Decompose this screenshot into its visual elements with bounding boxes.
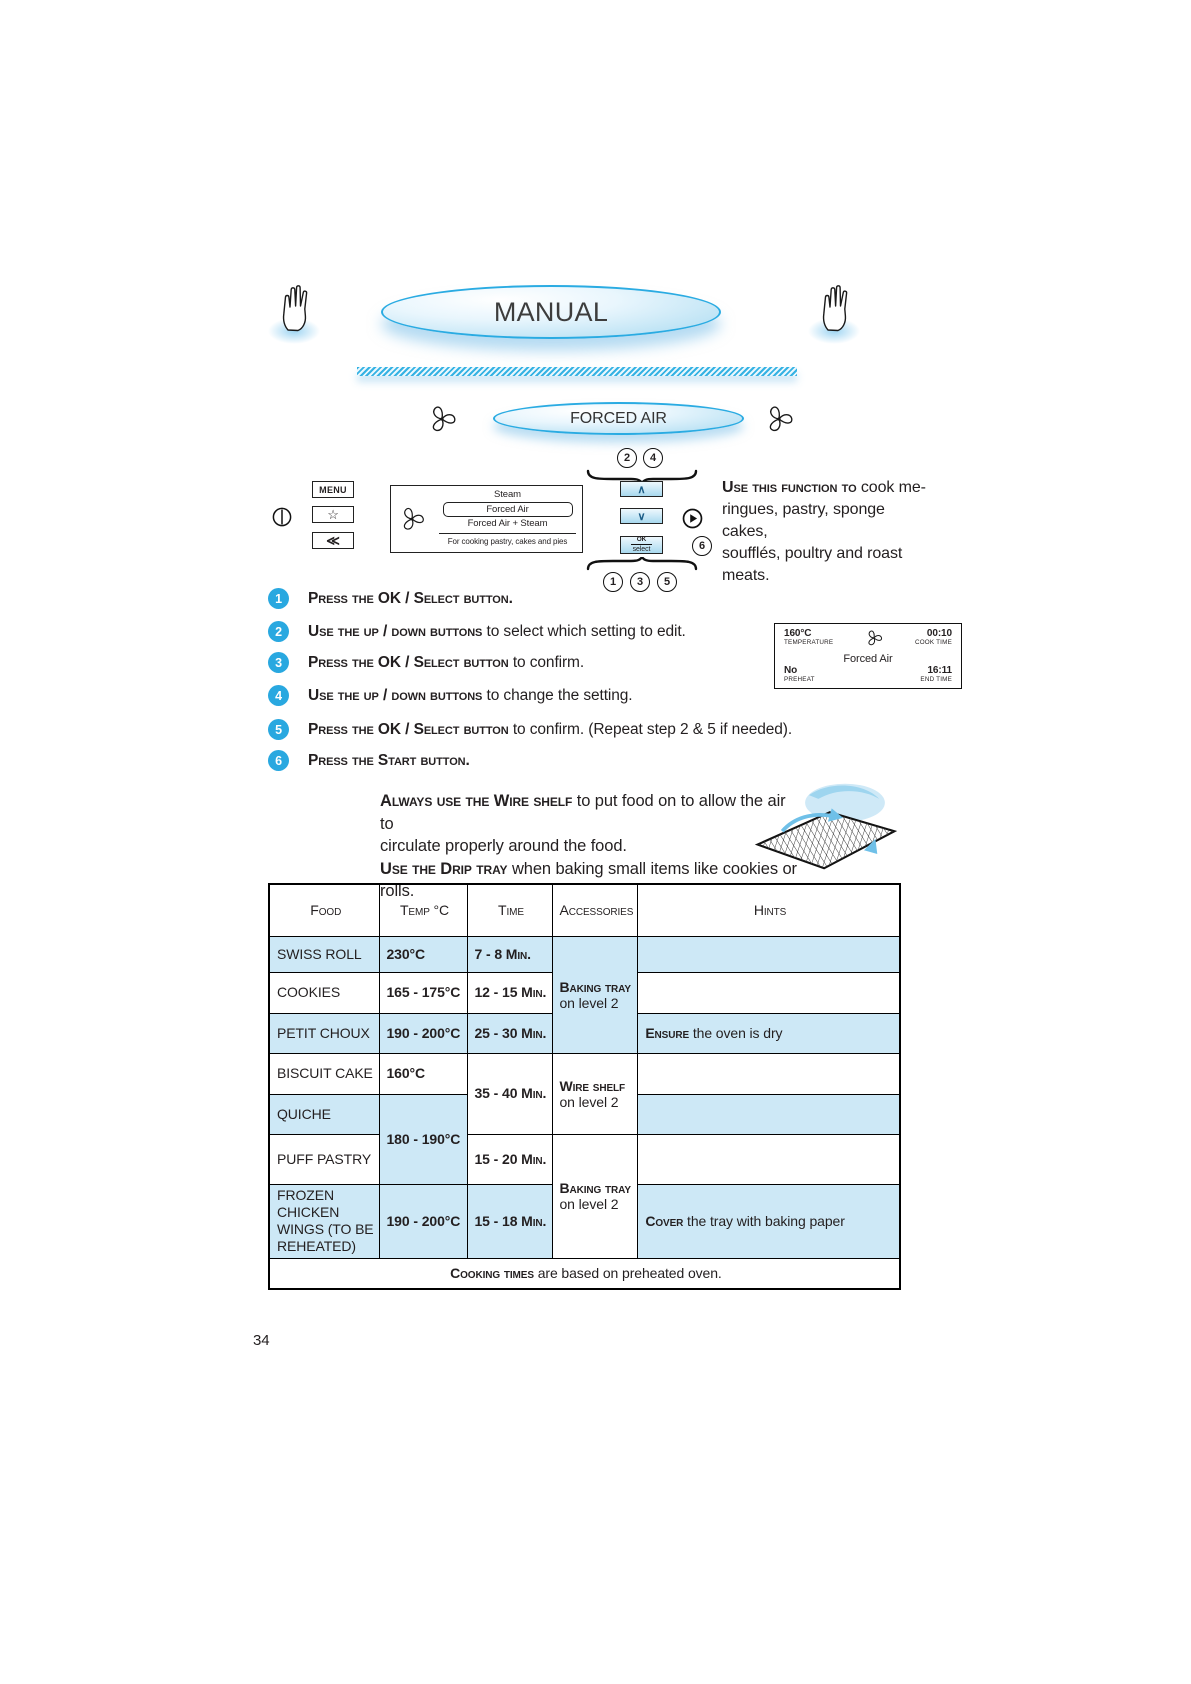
step-number: 5 [268, 719, 289, 740]
back-button[interactable] [312, 532, 354, 549]
food-cell: COOKIES [269, 972, 379, 1013]
table-footer-row [269, 1258, 900, 1289]
step-4: 4 Use the up / down buttons to change the setting. [268, 685, 633, 706]
back-icon: ≪ [326, 532, 340, 548]
step-3: 3 Press the OK / Select button to confirm. [268, 652, 584, 673]
mode-display [390, 485, 583, 553]
callout-step-3: 3 [630, 572, 650, 592]
hand-icon [818, 284, 854, 332]
food-cell: BISCUIT CAKE [269, 1053, 379, 1094]
food-cell: PETIT CHOUX [269, 1013, 379, 1053]
page-title-banner [381, 285, 721, 339]
mode-caption: For cooking pastry, cakes and pies [447, 536, 568, 546]
step-number: 3 [268, 652, 289, 673]
step-2: 2 Use the up / down buttons to select which setting to edit. [268, 621, 686, 642]
hand-icon [278, 284, 314, 332]
favorites-button[interactable] [312, 506, 354, 523]
temp-cell: 160°C [379, 1053, 467, 1094]
accessory-cell: Baking tray on level 2 [552, 1134, 638, 1258]
temp-cell: 190 - 200°C [379, 1184, 467, 1258]
temp-cell: 165 - 175°C [379, 972, 467, 1013]
ok-label: OK [631, 537, 653, 546]
section-title: FORCED AIR [570, 409, 667, 427]
display-divider [439, 533, 576, 534]
table-row [269, 1053, 900, 1094]
page-title: MANUAL [493, 296, 609, 327]
food-cell: FROZEN CHICKEN WINGS (TO BE REHEATED) [269, 1184, 379, 1258]
fan-icon [864, 628, 884, 653]
mode-option-steam: Steam [494, 489, 521, 500]
end-time-readout: 16:11 END TIME [920, 665, 952, 683]
temp-cell: 180 - 190°C [379, 1094, 467, 1184]
step-number: 4 [268, 685, 289, 706]
callout-step-5: 5 [657, 572, 677, 592]
col-header-temp: Temp °C [379, 884, 467, 936]
col-header-time: Time [467, 884, 552, 936]
function-note: Use this function to cook me- ringues, pastry, sponge cakes, soufflés, poultry and roast meats. [722, 479, 926, 584]
chevron-down-icon: ∨ [637, 510, 646, 523]
hint-cell: Cover the tray with baking paper [638, 1184, 900, 1258]
table-footnote: Cooking times are based on preheated oven. [269, 1258, 900, 1289]
time-cell: 25 - 30 Min. [467, 1013, 552, 1053]
table-row [269, 936, 900, 972]
fan-icon [425, 402, 459, 436]
col-header-hints: Hints [638, 884, 900, 936]
power-button[interactable] [272, 507, 292, 532]
preheat-readout: No PREHEAT [784, 665, 815, 683]
mode-option-selected: Forced Air [443, 502, 573, 517]
step-5: 5 Press the OK / Select button to confirm. (Repeat step 2 & 5 if needed). [268, 719, 792, 740]
down-button[interactable] [620, 508, 663, 524]
chevron-up-icon: ∧ [637, 483, 646, 496]
time-cell: 12 - 15 Min. [467, 972, 552, 1013]
step-1: 1 Press the OK / Select button. [268, 588, 513, 609]
wire-shelf-illustration [750, 775, 902, 882]
temperature-readout: 160°C TEMPERATURE [784, 628, 834, 646]
step-number: 1 [268, 588, 289, 609]
step-number: 6 [268, 750, 289, 771]
menu-button[interactable] [312, 481, 354, 498]
temp-cell: 190 - 200°C [379, 1013, 467, 1053]
callout-step-2: 2 [617, 448, 637, 468]
cooking-table [268, 883, 901, 1290]
accessory-cell: Wire shelf on level 2 [552, 1053, 638, 1134]
section-divider [357, 367, 797, 376]
time-cell: 15 - 18 Min. [467, 1184, 552, 1258]
fan-icon [391, 486, 433, 552]
food-cell: PUFF PASTRY [269, 1134, 379, 1184]
mode-readout: Forced Air [843, 653, 893, 665]
hint-cell [638, 1134, 900, 1184]
table-header-row [269, 884, 900, 936]
ok-select-button[interactable] [620, 536, 663, 554]
select-label: select [632, 546, 651, 554]
shelf-note: Always use the Wire shelf to put food on to allow the air to circulate properly around the food. Use the Drip tray when baking small items like cookies or rolls. [380, 792, 797, 900]
play-icon [682, 508, 703, 529]
hint-cell [638, 1094, 900, 1134]
hint-cell [638, 936, 900, 972]
hint-cell [638, 972, 900, 1013]
time-cell: 7 - 8 Min. [467, 936, 552, 972]
hint-cell [638, 1053, 900, 1094]
time-cell: 15 - 20 Min. [467, 1134, 552, 1184]
menu-button-label: MENU [319, 484, 347, 495]
temp-cell: 230°C [379, 936, 467, 972]
star-icon: ☆ [327, 506, 339, 522]
status-display [774, 623, 962, 689]
cook-time-readout: 00:10 COOK TIME [914, 628, 952, 646]
hint-cell: Ensure the oven is dry [638, 1013, 900, 1053]
up-button[interactable] [620, 481, 663, 497]
step-number: 2 [268, 621, 289, 642]
page-number: 34 [253, 1332, 270, 1349]
food-cell: SWISS ROLL [269, 936, 379, 972]
col-header-food: Food [269, 884, 379, 936]
start-button[interactable] [682, 508, 703, 534]
col-header-accessories: Accessories [552, 884, 638, 936]
callout-step-4: 4 [643, 448, 663, 468]
food-cell: QUICHE [269, 1094, 379, 1134]
time-cell: 35 - 40 Min. [467, 1053, 552, 1134]
fan-icon [762, 402, 796, 436]
power-icon [272, 507, 292, 527]
accessory-cell: Baking tray on level 2 [552, 936, 638, 1053]
callout-step-1: 1 [603, 572, 623, 592]
callout-step-6: 6 [692, 536, 712, 556]
section-title-banner [493, 402, 744, 435]
table-row [269, 1134, 900, 1184]
mode-option-forced-air-steam: Forced Air + Steam [467, 518, 548, 529]
step-6: 6 Press the Start button. [268, 750, 470, 771]
